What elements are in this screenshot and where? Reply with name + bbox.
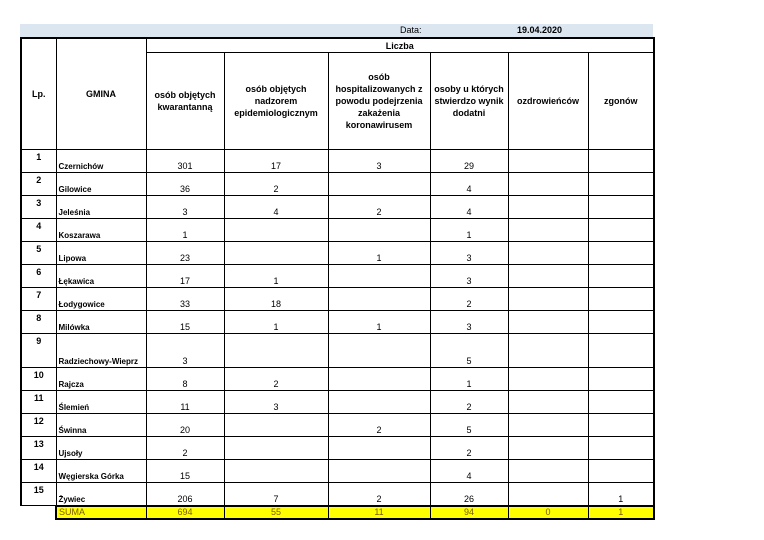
row-zg: [588, 288, 654, 311]
row-dod: 26: [430, 483, 508, 506]
row-ozd: [508, 368, 588, 391]
row-gmina: Ujsoły: [56, 437, 146, 460]
sum-label: SUMA: [56, 506, 146, 519]
table-row: [21, 219, 654, 242]
row-zg: [588, 391, 654, 414]
row-lp: 10: [21, 368, 56, 391]
row-ozd: [508, 150, 588, 173]
sum-nad: 55: [224, 506, 328, 519]
row-zg: [588, 242, 654, 265]
row-gmina: Rajcza: [56, 368, 146, 391]
row-gmina: Radziechowy-Wieprz: [56, 334, 146, 368]
row-hosp: [328, 368, 430, 391]
row-nad: [224, 242, 328, 265]
sum-zg: 1: [588, 506, 654, 519]
row-dod: 2: [430, 391, 508, 414]
row-hosp: [328, 460, 430, 483]
row-kw: 15: [146, 460, 224, 483]
row-lp: 7: [21, 288, 56, 311]
row-kw: 301: [146, 150, 224, 173]
row-hosp: 1: [328, 311, 430, 334]
row-nad: 7: [224, 483, 328, 506]
row-gmina: Milówka: [56, 311, 146, 334]
row-kw: 36: [146, 173, 224, 196]
header-hospital: osób hospitalizowanych z powodu podejrzenia zakażenia koronawirusem: [328, 53, 430, 150]
row-gmina: Gilowice: [56, 173, 146, 196]
row-nad: 17: [224, 150, 328, 173]
row-hosp: 1: [328, 242, 430, 265]
date-label: Data:: [400, 25, 422, 35]
row-gmina: Świnna: [56, 414, 146, 437]
row-lp: 8: [21, 311, 56, 334]
row-lp: 11: [21, 391, 56, 414]
row-zg: [588, 150, 654, 173]
table-row: [21, 460, 654, 483]
row-hosp: [328, 437, 430, 460]
row-hosp: 2: [328, 196, 430, 219]
row-dod: 4: [430, 173, 508, 196]
row-dod: 4: [430, 196, 508, 219]
row-hosp: [328, 173, 430, 196]
table-row: [21, 311, 654, 334]
sum-ozd: 0: [508, 506, 588, 519]
table-row: [21, 173, 654, 196]
table-row: [21, 391, 654, 414]
row-nad: 3: [224, 391, 328, 414]
row-nad: [224, 460, 328, 483]
row-kw: 3: [146, 196, 224, 219]
row-zg: [588, 265, 654, 288]
row-ozd: [508, 242, 588, 265]
table-row: [21, 437, 654, 460]
row-hosp: 2: [328, 483, 430, 506]
row-ozd: [508, 219, 588, 242]
row-kw: 3: [146, 334, 224, 368]
row-dod: 5: [430, 334, 508, 368]
row-kw: 20: [146, 414, 224, 437]
row-dod: 1: [430, 368, 508, 391]
row-nad: 2: [224, 368, 328, 391]
sum-dod: 94: [430, 506, 508, 519]
row-zg: [588, 219, 654, 242]
row-gmina: Jeleśnia: [56, 196, 146, 219]
header-ozdrowiency: ozdrowieńców: [508, 53, 588, 150]
row-hosp: [328, 265, 430, 288]
row-lp: 12: [21, 414, 56, 437]
row-gmina: Węgierska Górka: [56, 460, 146, 483]
row-dod: 2: [430, 437, 508, 460]
row-dod: 3: [430, 242, 508, 265]
row-hosp: [328, 219, 430, 242]
table-row: [21, 196, 654, 219]
row-gmina: Koszarawa: [56, 219, 146, 242]
covid-stats-table: [20, 37, 655, 520]
table-row: [21, 150, 654, 173]
row-zg: [588, 460, 654, 483]
row-ozd: [508, 311, 588, 334]
table-row: [21, 288, 654, 311]
row-gmina: Czernichów: [56, 150, 146, 173]
row-nad: 18: [224, 288, 328, 311]
row-lp: 14: [21, 460, 56, 483]
table-row: [21, 483, 654, 506]
row-gmina: Ślemień: [56, 391, 146, 414]
row-nad: 2: [224, 173, 328, 196]
row-lp: 6: [21, 265, 56, 288]
row-ozd: [508, 196, 588, 219]
row-nad: [224, 437, 328, 460]
row-ozd: [508, 334, 588, 368]
row-dod: 5: [430, 414, 508, 437]
header-gmina: GMINA: [56, 38, 146, 150]
row-gmina: Lipowa: [56, 242, 146, 265]
row-zg: [588, 311, 654, 334]
row-kw: 23: [146, 242, 224, 265]
row-ozd: [508, 437, 588, 460]
row-ozd: [508, 414, 588, 437]
row-nad: 1: [224, 265, 328, 288]
row-dod: 29: [430, 150, 508, 173]
table-row: [21, 414, 654, 437]
row-kw: 1: [146, 219, 224, 242]
row-dod: 3: [430, 265, 508, 288]
row-lp: 2: [21, 173, 56, 196]
row-ozd: [508, 265, 588, 288]
row-zg: [588, 334, 654, 368]
row-nad: [224, 334, 328, 368]
row-hosp: [328, 288, 430, 311]
row-kw: 11: [146, 391, 224, 414]
header-dodatni: osoby u których stwierdzo wynik dodatni: [430, 53, 508, 150]
row-kw: 206: [146, 483, 224, 506]
header-nadzor: osób objętych nadzorem epidemiologicznym: [224, 53, 328, 150]
row-zg: [588, 173, 654, 196]
row-ozd: [508, 288, 588, 311]
row-zg: [588, 414, 654, 437]
header-group-liczba: Liczba: [146, 38, 654, 53]
row-lp: 13: [21, 437, 56, 460]
sum-blank-cell: [21, 506, 56, 519]
row-zg: [588, 196, 654, 219]
row-zg: 1: [588, 483, 654, 506]
table-row: [21, 334, 654, 368]
row-kw: 15: [146, 311, 224, 334]
row-ozd: [508, 391, 588, 414]
row-dod: 4: [430, 460, 508, 483]
row-hosp: 2: [328, 414, 430, 437]
row-kw: 33: [146, 288, 224, 311]
date-value: 19.04.2020: [517, 25, 563, 35]
row-gmina: Żywiec: [56, 483, 146, 506]
row-lp: 15: [21, 483, 56, 506]
row-ozd: [508, 460, 588, 483]
header-zgony: zgonów: [588, 53, 654, 150]
row-ozd: [508, 483, 588, 506]
row-lp: 5: [21, 242, 56, 265]
row-ozd: [508, 173, 588, 196]
row-dod: 2: [430, 288, 508, 311]
sum-row: [21, 506, 654, 519]
sum-hosp: 11: [328, 506, 430, 519]
header-lp: Lp.: [21, 38, 56, 150]
sum-kw: 694: [146, 506, 224, 519]
row-lp: 9: [21, 334, 56, 368]
row-gmina: Łodygowice: [56, 288, 146, 311]
date-bar: [20, 24, 653, 37]
row-dod: 1: [430, 219, 508, 242]
table-row: [21, 265, 654, 288]
row-lp: 1: [21, 150, 56, 173]
row-kw: 17: [146, 265, 224, 288]
row-gmina: Łękawica: [56, 265, 146, 288]
row-zg: [588, 368, 654, 391]
row-hosp: [328, 334, 430, 368]
row-dod: 3: [430, 311, 508, 334]
row-hosp: 3: [328, 150, 430, 173]
row-zg: [588, 437, 654, 460]
row-nad: [224, 219, 328, 242]
table-row: [21, 242, 654, 265]
row-kw: 2: [146, 437, 224, 460]
row-lp: 4: [21, 219, 56, 242]
row-lp: 3: [21, 196, 56, 219]
row-nad: 4: [224, 196, 328, 219]
row-nad: 1: [224, 311, 328, 334]
row-kw: 8: [146, 368, 224, 391]
row-hosp: [328, 391, 430, 414]
table-row: [21, 368, 654, 391]
row-nad: [224, 414, 328, 437]
header-kwarantanna: osób objętych kwarantanną: [146, 53, 224, 150]
